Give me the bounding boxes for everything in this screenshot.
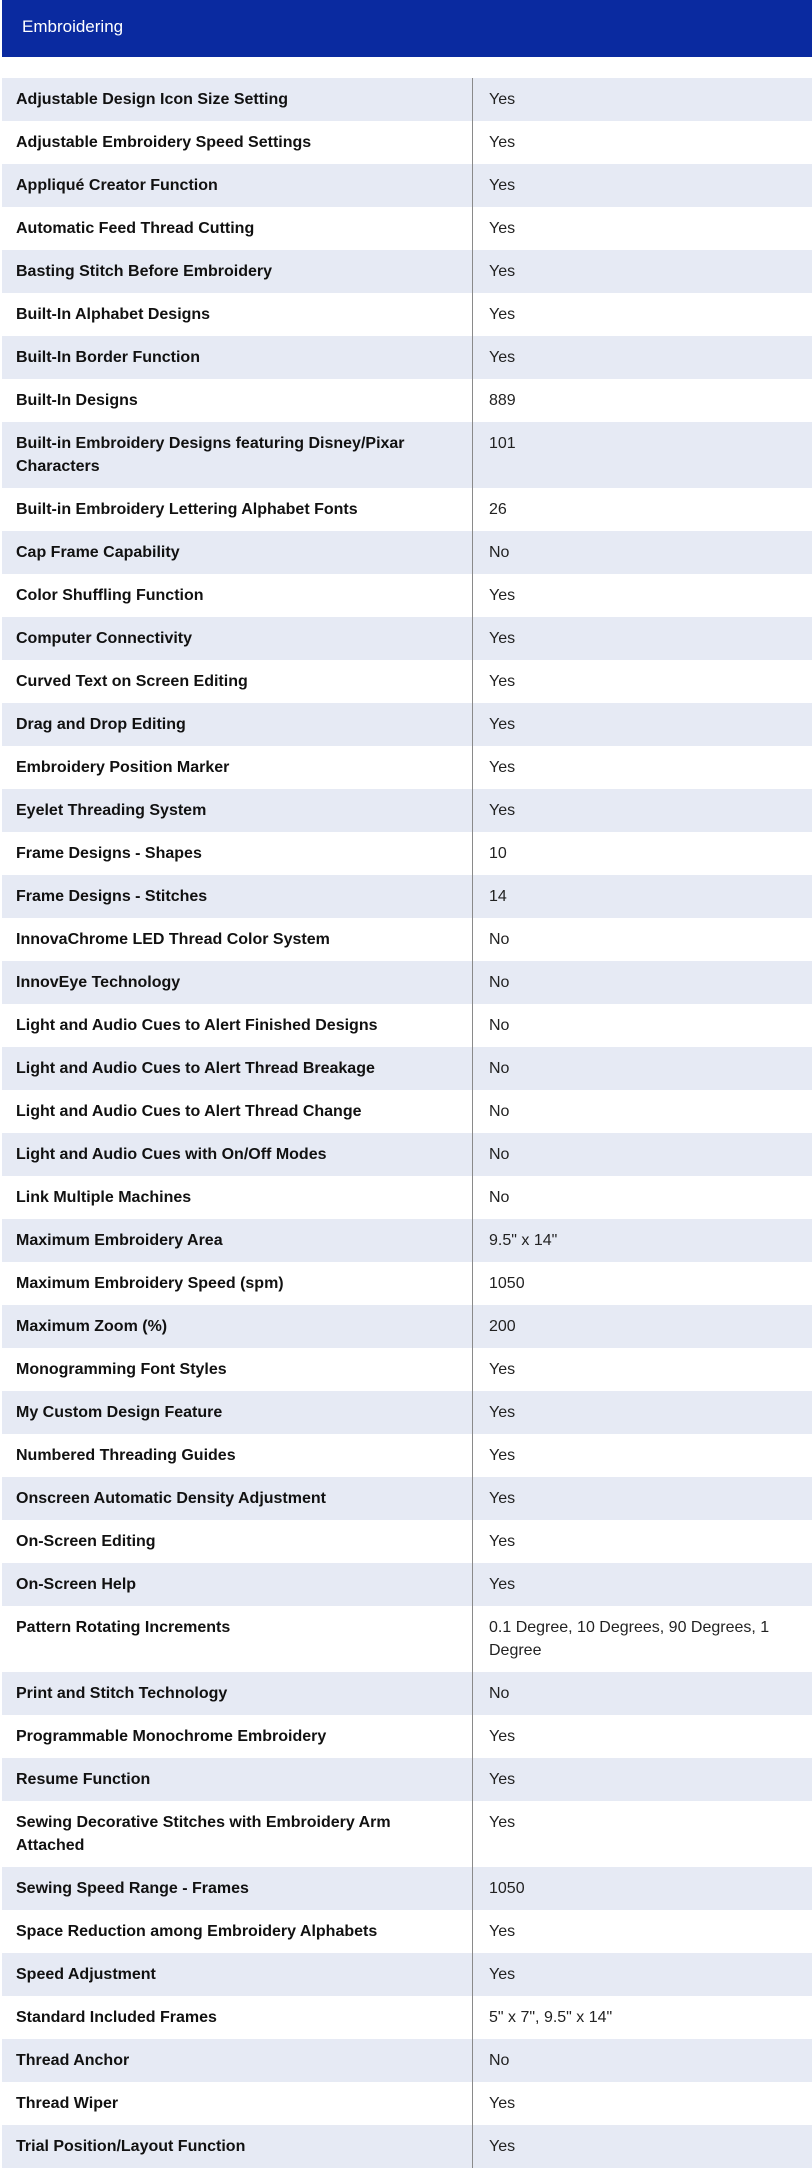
spec-row xyxy=(2,164,812,207)
spec-label: Thread Wiper xyxy=(2,2082,473,2125)
spec-row xyxy=(2,1305,812,1348)
spec-value: Yes xyxy=(489,263,516,280)
spec-value: Yes xyxy=(489,91,516,108)
spec-label: Speed Adjustment xyxy=(2,1953,473,1996)
spec-label: Onscreen Automatic Density Adjustment xyxy=(2,1477,473,1520)
spec-label: Embroidery Position Marker xyxy=(2,746,473,789)
spec-label: On-Screen Editing xyxy=(2,1520,473,1563)
spec-value: Yes xyxy=(489,349,516,366)
spec-label: Numbered Threading Guides xyxy=(2,1434,473,1477)
spec-label: Space Reduction among Embroidery Alphabets xyxy=(2,1910,473,1953)
spec-value: No xyxy=(489,1103,510,1120)
spec-value: Yes xyxy=(489,134,516,151)
spec-label: Resume Function xyxy=(2,1758,473,1801)
spec-value: 5" x 7", 9.5" x 14" xyxy=(489,2009,613,2026)
spec-row xyxy=(2,1867,812,1910)
spec-row xyxy=(2,422,812,488)
spec-value: Yes xyxy=(489,1533,516,1550)
spec-row xyxy=(2,875,812,918)
spec-row xyxy=(2,379,812,422)
spec-label: Frame Designs - Shapes xyxy=(2,832,473,875)
spec-row xyxy=(2,207,812,250)
spec-label: Light and Audio Cues to Alert Thread Change xyxy=(2,1090,473,1133)
spec-value: Yes xyxy=(489,1361,516,1378)
spec-value: 889 xyxy=(489,392,516,409)
spec-row xyxy=(2,1520,812,1563)
spec-label: On-Screen Help xyxy=(2,1563,473,1606)
spec-row xyxy=(2,1477,812,1520)
spec-value: No xyxy=(489,931,510,948)
spec-value: 10 xyxy=(489,845,507,862)
spec-row xyxy=(2,1715,812,1758)
spec-row xyxy=(2,1910,812,1953)
spec-label: Adjustable Embroidery Speed Settings xyxy=(2,121,473,164)
spec-value: Yes xyxy=(489,673,516,690)
spec-value: 14 xyxy=(489,888,507,905)
spec-label: InnovEye Technology xyxy=(2,961,473,1004)
spec-value: No xyxy=(489,1017,510,1034)
spec-row xyxy=(2,2039,812,2082)
spec-value: Yes xyxy=(489,1490,516,1507)
spec-label: Cap Frame Capability xyxy=(2,531,473,574)
spec-label: Maximum Embroidery Speed (spm) xyxy=(2,1262,473,1305)
spec-row xyxy=(2,121,812,164)
spec-value: No xyxy=(489,974,510,991)
spec-row xyxy=(2,293,812,336)
spec-label: Light and Audio Cues with On/Off Modes xyxy=(2,1133,473,1176)
spec-label: Sewing Speed Range - Frames xyxy=(2,1867,473,1910)
section-title: Embroidering xyxy=(22,17,124,36)
spec-row xyxy=(2,1801,812,1867)
spec-label: Built-in Embroidery Lettering Alphabet Fonts xyxy=(2,488,473,531)
spec-value: 26 xyxy=(489,501,507,518)
spec-row xyxy=(2,1004,812,1047)
spec-row xyxy=(2,1953,812,1996)
spec-row xyxy=(2,961,812,1004)
spec-row xyxy=(2,1176,812,1219)
spec-label: Monogramming Font Styles xyxy=(2,1348,473,1391)
spec-label: Built-in Embroidery Designs featuring Disney/Pixar Characters xyxy=(2,422,473,488)
spec-row xyxy=(2,746,812,789)
spec-label: Curved Text on Screen Editing xyxy=(2,660,473,703)
spec-row xyxy=(2,832,812,875)
spec-value: Yes xyxy=(489,1447,516,1464)
spec-value: 0.1 Degree, 10 Degrees, 90 Degrees, 1 Degree xyxy=(489,1619,770,1659)
spec-row xyxy=(2,1563,812,1606)
spec-label: My Custom Design Feature xyxy=(2,1391,473,1434)
spec-value: 200 xyxy=(489,1318,516,1335)
spec-row xyxy=(2,617,812,660)
spec-label: Print and Stitch Technology xyxy=(2,1672,473,1715)
spec-value: Yes xyxy=(489,1923,516,1940)
spec-label: Light and Audio Cues to Alert Thread Breakage xyxy=(2,1047,473,1090)
spec-row xyxy=(2,660,812,703)
spec-row xyxy=(2,789,812,832)
spec-row xyxy=(2,1047,812,1090)
spec-row xyxy=(2,1391,812,1434)
spec-label: Automatic Feed Thread Cutting xyxy=(2,207,473,250)
spec-value: Yes xyxy=(489,1771,516,1788)
spec-row xyxy=(2,2125,812,2168)
spec-value: No xyxy=(489,1189,510,1206)
spec-label: Eyelet Threading System xyxy=(2,789,473,832)
spec-value: Yes xyxy=(489,1728,516,1745)
spec-value: 1050 xyxy=(489,1880,525,1897)
spec-value: Yes xyxy=(489,220,516,237)
spec-label: Drag and Drop Editing xyxy=(2,703,473,746)
spec-label: Sewing Decorative Stitches with Embroidery Arm Attached xyxy=(2,1801,473,1867)
spec-row xyxy=(2,488,812,531)
spec-label: Built-In Alphabet Designs xyxy=(2,293,473,336)
spec-label: Built-In Border Function xyxy=(2,336,473,379)
spec-row xyxy=(2,1996,812,2039)
spec-row xyxy=(2,2082,812,2125)
spec-table xyxy=(2,78,812,2168)
spec-label: Light and Audio Cues to Alert Finished Designs xyxy=(2,1004,473,1047)
spec-row xyxy=(2,1133,812,1176)
spec-value: Yes xyxy=(489,587,516,604)
spec-label: Link Multiple Machines xyxy=(2,1176,473,1219)
spec-row xyxy=(2,918,812,961)
spec-row xyxy=(2,703,812,746)
spec-value: Yes xyxy=(489,1966,516,1983)
spec-value: Yes xyxy=(489,630,516,647)
spec-row xyxy=(2,1672,812,1715)
spec-value: No xyxy=(489,1685,510,1702)
spec-value: Yes xyxy=(489,2095,516,2112)
spec-value: Yes xyxy=(489,1814,516,1831)
spec-label: Color Shuffling Function xyxy=(2,574,473,617)
spec-value: Yes xyxy=(489,802,516,819)
spec-row xyxy=(2,574,812,617)
spec-row xyxy=(2,1434,812,1477)
spec-label: Trial Position/Layout Function xyxy=(2,2125,473,2168)
spec-row xyxy=(2,78,812,121)
spec-value: 101 xyxy=(489,435,516,452)
spec-label: Adjustable Design Icon Size Setting xyxy=(2,78,473,121)
spec-row xyxy=(2,1090,812,1133)
spec-row xyxy=(2,1606,812,1672)
spec-value: 1050 xyxy=(489,1275,525,1292)
spec-value: No xyxy=(489,1146,510,1163)
spec-row xyxy=(2,531,812,574)
spec-value: No xyxy=(489,1060,510,1077)
spec-label: Maximum Embroidery Area xyxy=(2,1219,473,1262)
spec-value: Yes xyxy=(489,2138,516,2155)
spec-row xyxy=(2,336,812,379)
spec-label: Basting Stitch Before Embroidery xyxy=(2,250,473,293)
spec-value: Yes xyxy=(489,759,516,776)
spec-label: Appliqué Creator Function xyxy=(2,164,473,207)
spec-value: Yes xyxy=(489,1576,516,1593)
spec-label: Thread Anchor xyxy=(2,2039,473,2082)
spec-label: InnovaChrome LED Thread Color System xyxy=(2,918,473,961)
spec-label: Pattern Rotating Increments xyxy=(2,1606,473,1672)
spec-label: Standard Included Frames xyxy=(2,1996,473,2039)
spec-label: Computer Connectivity xyxy=(2,617,473,660)
spec-value: No xyxy=(489,2052,510,2069)
spec-label: Built-In Designs xyxy=(2,379,473,422)
spec-row xyxy=(2,250,812,293)
spec-row xyxy=(2,1262,812,1305)
spec-value: No xyxy=(489,544,510,561)
spec-row xyxy=(2,1758,812,1801)
spec-row xyxy=(2,1348,812,1391)
spec-value: Yes xyxy=(489,716,516,733)
spec-value: 9.5" x 14" xyxy=(489,1232,558,1249)
spec-value: Yes xyxy=(489,306,516,323)
spec-label: Maximum Zoom (%) xyxy=(2,1305,473,1348)
section-header xyxy=(2,0,812,57)
spec-value: Yes xyxy=(489,1404,516,1421)
spec-value: Yes xyxy=(489,177,516,194)
spec-row xyxy=(2,1219,812,1262)
spec-label: Frame Designs - Stitches xyxy=(2,875,473,918)
spec-label: Programmable Monochrome Embroidery xyxy=(2,1715,473,1758)
